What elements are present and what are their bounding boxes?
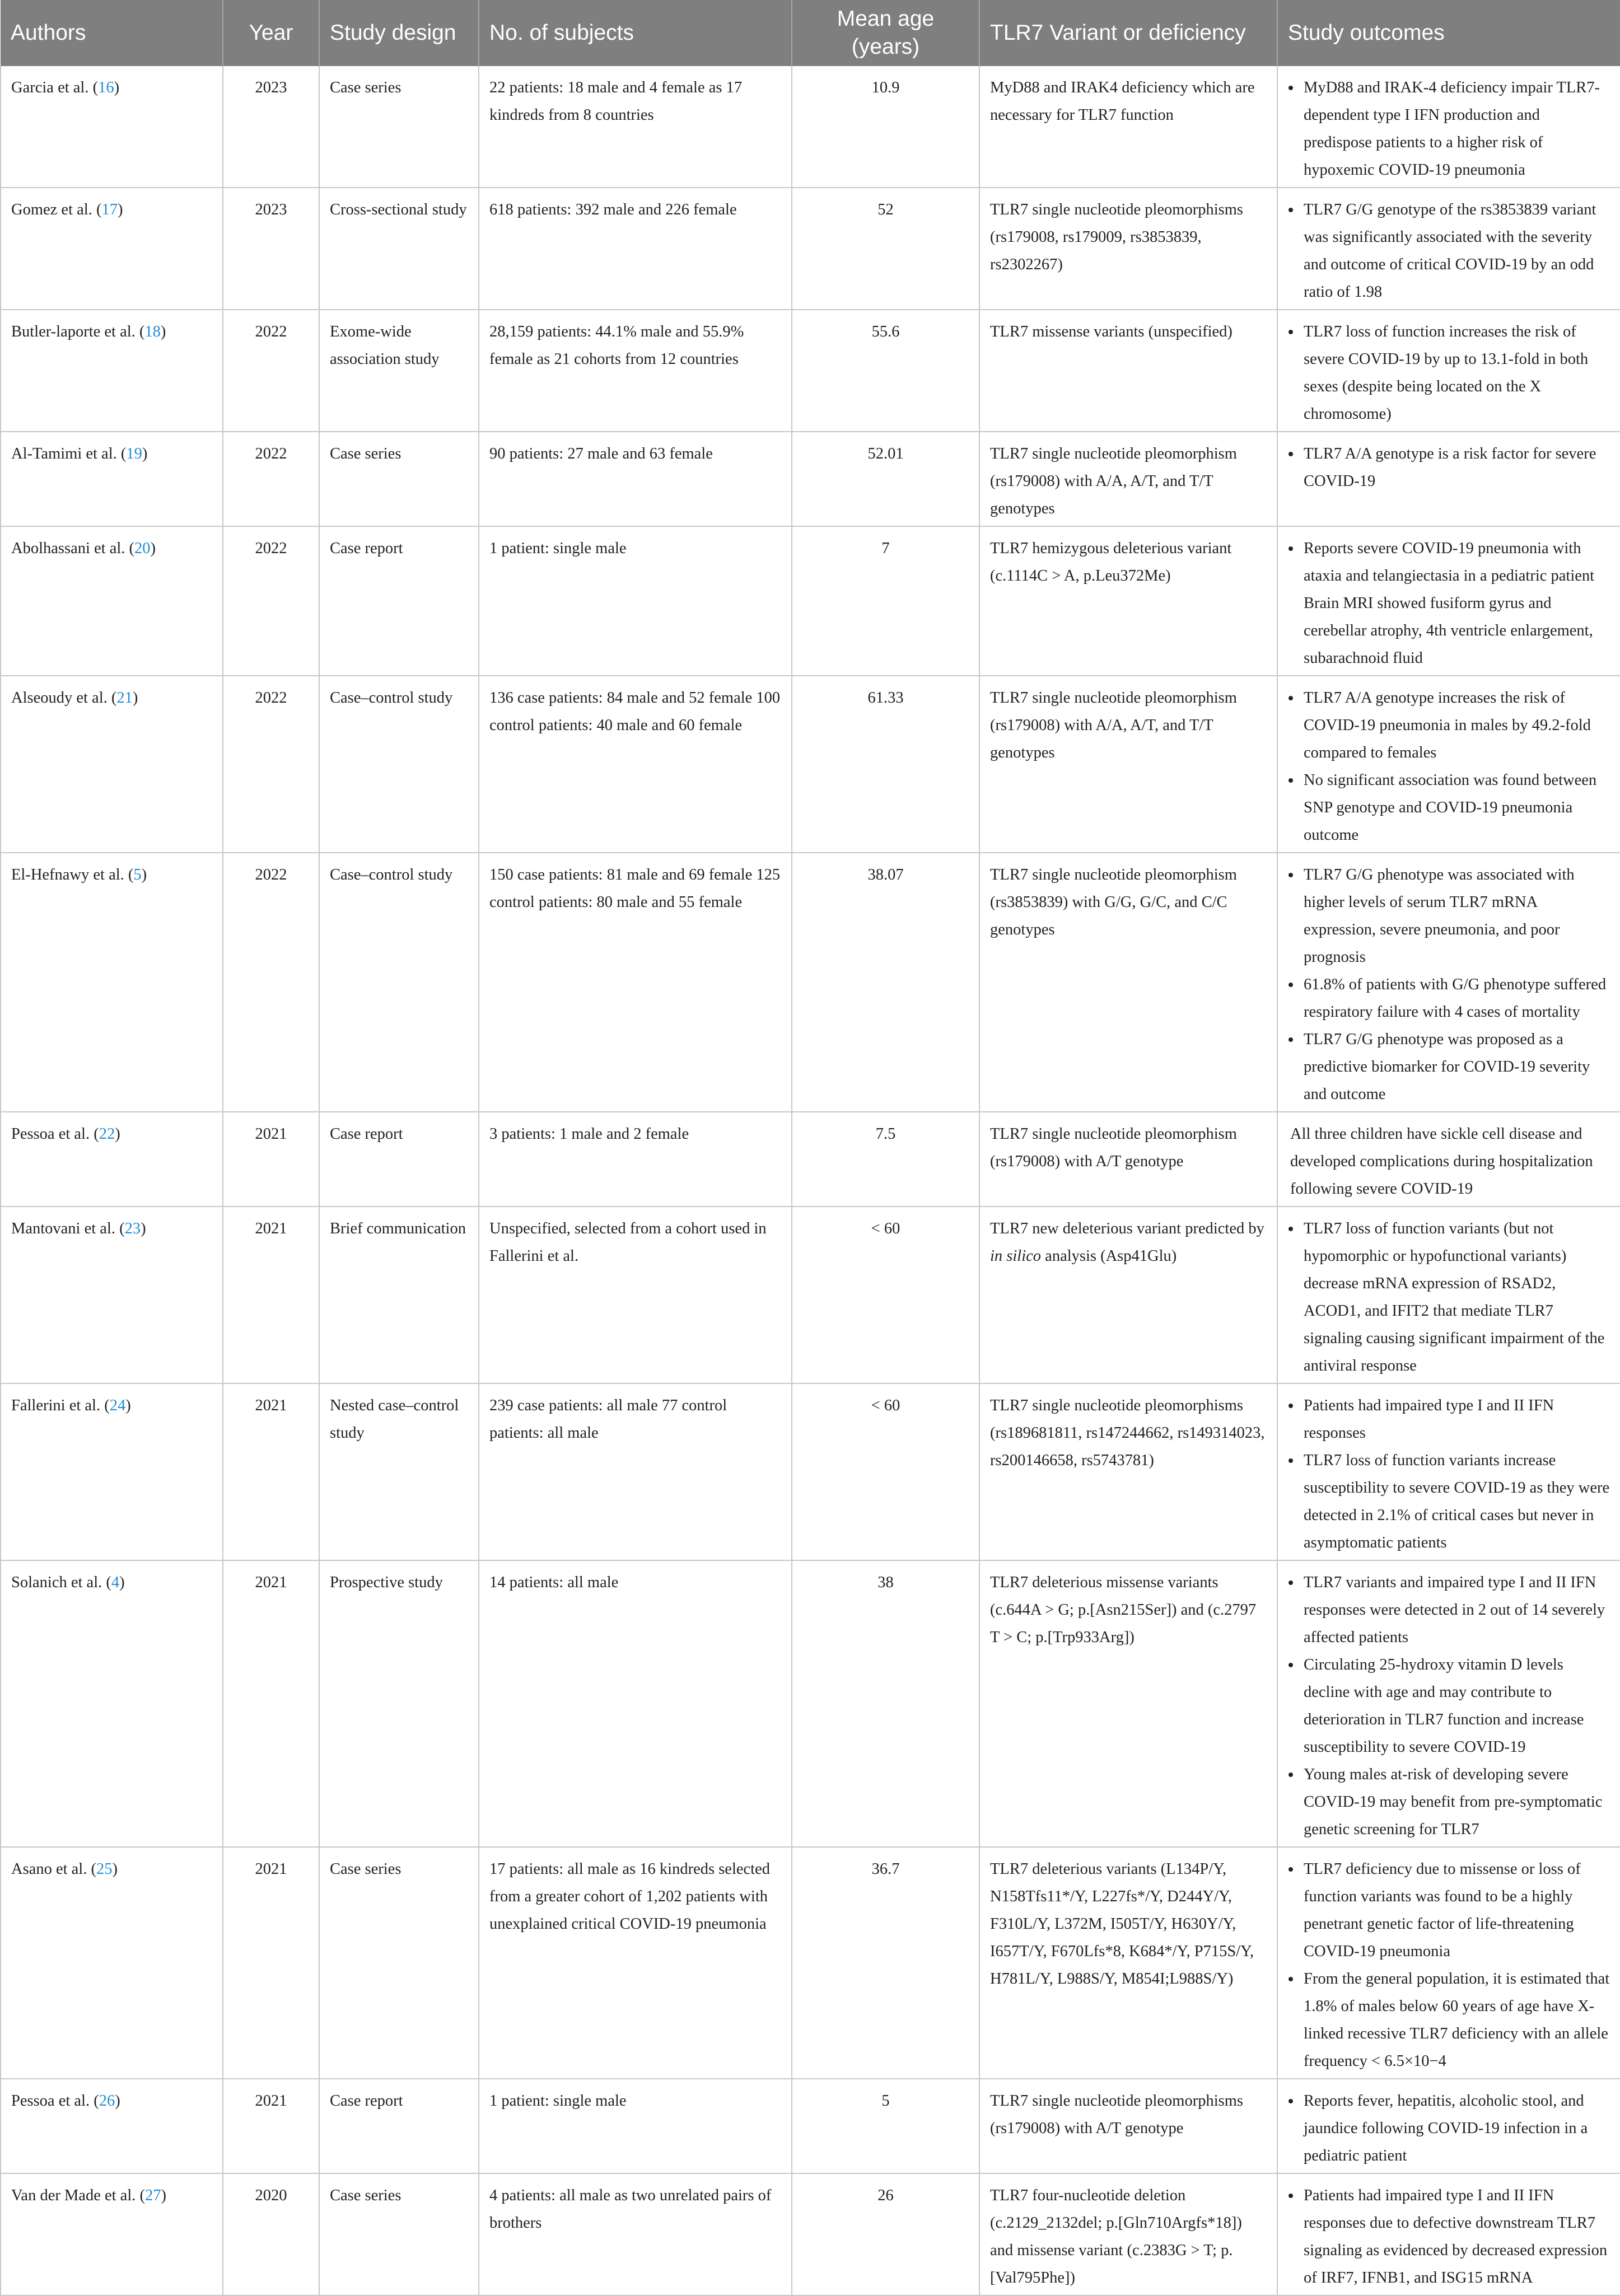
author-cell: Al-Tamimi et al. (19) xyxy=(1,432,223,526)
design-cell: Case–control study xyxy=(319,853,479,1112)
variant-cell: TLR7 missense variants (unspecified) xyxy=(979,310,1277,432)
table-row xyxy=(1,526,1620,676)
variant-cell: TLR7 single nucleotide pleomorphism (rs179008) with A/A, A/T, and T/T genotypes xyxy=(979,432,1277,526)
reference-link[interactable]: 5 xyxy=(133,866,142,883)
subjects-cell: 28,159 patients: 44.1% male and 55.9% female as 21 cohorts from 12 countries xyxy=(479,310,792,432)
author-cell: El-Hefnawy et al. (5) xyxy=(1,853,223,1112)
year-cell: 2022 xyxy=(223,526,319,676)
reference-link[interactable]: 22 xyxy=(99,1125,115,1143)
age-cell: 55.6 xyxy=(792,310,979,432)
table-row xyxy=(1,1383,1620,1560)
age-cell: 61.33 xyxy=(792,676,979,853)
header-study-design: Study design xyxy=(319,0,479,66)
variant-cell xyxy=(979,1207,1277,1383)
author-cell: Garcia et al. (16) xyxy=(1,66,223,188)
table-header xyxy=(1,0,1620,66)
outcomes-cell xyxy=(1277,853,1620,1112)
outcome-item: • TLR7 variants and impaired type I and II IFN responses were detected in 2 out of 14 severely affected patients xyxy=(1301,1569,1610,1651)
reference-link[interactable]: 21 xyxy=(116,689,133,707)
header-subjects: No. of subjects xyxy=(479,0,792,66)
author-name: Garcia et al. xyxy=(11,79,89,96)
variant-cell: MyD88 and IRAK4 deficiency which are necessary for TLR7 function xyxy=(979,66,1277,188)
outcomes-cell xyxy=(1277,66,1620,188)
reference-link[interactable]: 18 xyxy=(144,323,161,340)
outcomes-cell xyxy=(1277,526,1620,676)
outcome-item: • TLR7 loss of function increases the risk of severe COVID-19 by up to 13.1-fold in both sexes (despite being located on the X chromosome) xyxy=(1301,318,1610,428)
subjects-cell: 618 patients: 392 male and 226 female xyxy=(479,188,792,310)
reference-link[interactable]: 26 xyxy=(99,2092,115,2110)
header-outcomes: Study outcomes xyxy=(1277,0,1620,66)
design-cell: Case report xyxy=(319,2079,479,2173)
subjects-cell: 17 patients: all male as 16 kindreds selected from a greater cohort of 1,202 patients with unexplained critical COVID-19 pneumonia xyxy=(479,1847,792,2079)
design-cell: Prospective study xyxy=(319,1560,479,1847)
author-name: Mantovani et al. xyxy=(11,1220,115,1237)
subjects-cell: 1 patient: single male xyxy=(479,2079,792,2173)
year-cell: 2021 xyxy=(223,2079,319,2173)
outcomes-cell xyxy=(1277,1383,1620,1560)
reference-link[interactable]: 27 xyxy=(145,2187,161,2204)
author-cell: Pessoa et al. (22) xyxy=(1,1112,223,1207)
variant-cell: TLR7 single nucleotide pleomorphism (rs179008) with A/T genotype xyxy=(979,1112,1277,1207)
outcome-item: • TLR7 loss of function variants increase susceptibility to severe COVID-19 as they were detected in 2.1% of critical cases but never in asymptomatic patients xyxy=(1301,1447,1610,1556)
outcome-item: • TLR7 A/A genotype increases the risk of COVID-19 pneumonia in males by 49.2-fold compared to females xyxy=(1301,684,1610,766)
outcomes-cell xyxy=(1277,432,1620,526)
variant-cell: TLR7 single nucleotide pleomorphism (rs3853839) with G/G, G/C, and C/C genotypes xyxy=(979,853,1277,1112)
table-row xyxy=(1,853,1620,1112)
outcome-item: • MyD88 and IRAK-4 deficiency impair TLR7-dependent type I IFN production and predispose patients to a higher risk of hypoxemic COVID-19 pneumonia xyxy=(1301,74,1610,184)
header-row xyxy=(1,0,1620,66)
author-cell: Asano et al. (25) xyxy=(1,1847,223,2079)
outcome-item: • TLR7 loss of function variants (but not hypomorphic or hypofunctional variants) decrease mRNA expression of RSAD2, ACOD1, and IFIT2 that mediate TLR7 signaling causing significant impairment of the antiviral response xyxy=(1301,1215,1610,1380)
author-cell: Gomez et al. (17) xyxy=(1,188,223,310)
reference-link[interactable]: 16 xyxy=(98,79,114,96)
reference-link[interactable]: 24 xyxy=(109,1397,126,1414)
subjects-cell: 136 case patients: 84 male and 52 female 100 control patients: 40 male and 60 female xyxy=(479,676,792,853)
subjects-cell: 1 patient: single male xyxy=(479,526,792,676)
year-cell: 2021 xyxy=(223,1847,319,2079)
outcome-item: • Reports fever, hepatitis, alcoholic stool, and jaundice following COVID-19 infection in a pediatric patient xyxy=(1301,2087,1610,2169)
table-row xyxy=(1,310,1620,432)
outcomes-cell xyxy=(1277,1560,1620,1847)
outcome-item: • Young males at-risk of developing severe COVID-19 may benefit from pre-symptomatic genetic screening for TLR7 xyxy=(1301,1761,1610,1843)
author-name: Al-Tamimi et al. xyxy=(11,445,117,462)
design-cell: Case series xyxy=(319,432,479,526)
author-name: Pessoa et al. xyxy=(11,2092,90,2110)
age-cell: 52 xyxy=(792,188,979,310)
variant-cell: TLR7 single nucleotide pleomorphisms (rs189681811, rs147244662, rs149314023, rs200146658, rs5743781) xyxy=(979,1383,1277,1560)
author-cell: Solanich et al. (4) xyxy=(1,1560,223,1847)
age-cell: 7.5 xyxy=(792,1112,979,1207)
author-cell: Alseoudy et al. (21) xyxy=(1,676,223,853)
header-year: Year xyxy=(223,0,319,66)
year-cell: 2021 xyxy=(223,1207,319,1383)
subjects-cell: Unspecified, selected from a cohort used in Fallerini et al. xyxy=(479,1207,792,1383)
age-cell: 5 xyxy=(792,2079,979,2173)
outcome-item: • TLR7 G/G genotype of the rs3853839 variant was significantly associated with the severity and outcome of critical COVID-19 by an odd ratio of 1.98 xyxy=(1301,196,1610,306)
year-cell: 2021 xyxy=(223,1112,319,1207)
outcome-item: • No significant association was found between SNP genotype and COVID-19 pneumonia outcome xyxy=(1301,766,1610,849)
outcomes-cell xyxy=(1277,676,1620,853)
year-cell: 2022 xyxy=(223,853,319,1112)
variant-text: TLR7 new deleterious variant predicted by xyxy=(990,1220,1264,1237)
outcomes-cell xyxy=(1277,1112,1620,1207)
variant-cell: TLR7 single nucleotide pleomorphism (rs179008) with A/A, A/T, and T/T genotypes xyxy=(979,676,1277,853)
subjects-cell: 239 case patients: all male 77 control patients: all male xyxy=(479,1383,792,1560)
design-cell: Exome-wide association study xyxy=(319,310,479,432)
outcome-item: • TLR7 A/A genotype is a risk factor for severe COVID-19 xyxy=(1301,440,1610,495)
variant-cell: TLR7 single nucleotide pleomorphisms (rs179008, rs179009, rs3853839, rs2302267) xyxy=(979,188,1277,310)
age-cell: 38 xyxy=(792,1560,979,1847)
table-row xyxy=(1,66,1620,188)
design-cell: Case series xyxy=(319,66,479,188)
reference-link[interactable]: 4 xyxy=(111,1574,120,1591)
author-name: Alseoudy et al. xyxy=(11,689,108,707)
design-cell: Case report xyxy=(319,526,479,676)
header-variant: TLR7 Variant or deficiency xyxy=(979,0,1277,66)
reference-link[interactable]: 17 xyxy=(101,201,118,218)
outcomes-cell xyxy=(1277,188,1620,310)
variant-cell: TLR7 single nucleotide pleomorphisms (rs179008) with A/T genotype xyxy=(979,2079,1277,2173)
outcome-item: • Patients had impaired type I and II IFN responses due to defective downstream TLR7 signaling as evidenced by decreased expression of IRF7, IFNB1, and ISG15 mRNA xyxy=(1301,2182,1610,2292)
outcomes-cell xyxy=(1277,1207,1620,1383)
author-name: Van der Made et al. xyxy=(11,2187,136,2204)
outcomes-cell xyxy=(1277,310,1620,432)
table-row xyxy=(1,676,1620,853)
outcome-item: • TLR7 G/G phenotype was proposed as a predictive biomarker for COVID-19 severity and outcome xyxy=(1301,1026,1610,1108)
variant-italic-text: in silico xyxy=(990,1247,1042,1265)
header-mean-age: Mean age (years) xyxy=(792,0,979,66)
variant-cell: TLR7 hemizygous deleterious variant (c.1114C > A, p.Leu372Me) xyxy=(979,526,1277,676)
subjects-cell: 22 patients: 18 male and 4 female as 17 kindreds from 8 countries xyxy=(479,66,792,188)
year-cell: 2022 xyxy=(223,432,319,526)
reference-link[interactable]: 23 xyxy=(124,1220,141,1237)
age-cell: 52.01 xyxy=(792,432,979,526)
outcomes-cell xyxy=(1277,2173,1620,2295)
reference-link[interactable]: 19 xyxy=(126,445,142,462)
outcome-item: • TLR7 G/G phenotype was associated with higher levels of serum TLR7 mRNA expression, severe pneumonia, and poor prognosis xyxy=(1301,861,1610,971)
variant-cell: TLR7 deleterious missense variants (c.644A > G; p.[Asn215Ser]) and (c.2797 T > C; p.[Trp933Arg]) xyxy=(979,1560,1277,1847)
author-name: Gomez et al. xyxy=(11,201,92,218)
author-name: Pessoa et al. xyxy=(11,1125,90,1143)
table-row xyxy=(1,188,1620,310)
subjects-cell: 4 patients: all male as two unrelated pairs of brothers xyxy=(479,2173,792,2295)
subjects-cell: 90 patients: 27 male and 63 female xyxy=(479,432,792,526)
age-cell: < 60 xyxy=(792,1207,979,1383)
outcomes-cell xyxy=(1277,1847,1620,2079)
age-cell: 10.9 xyxy=(792,66,979,188)
year-cell: 2020 xyxy=(223,2173,319,2295)
table-row xyxy=(1,1207,1620,1383)
age-cell: 7 xyxy=(792,526,979,676)
year-cell: 2023 xyxy=(223,66,319,188)
design-cell: Brief communication xyxy=(319,1207,479,1383)
outcome-item: • From the general population, it is estimated that 1.8% of males below 60 years of age have X-linked recessive TLR7 deficiency with an allele frequency < 6.5×10−4 xyxy=(1301,1965,1610,2075)
author-cell: Butler-laporte et al. (18) xyxy=(1,310,223,432)
author-name: El-Hefnawy et al. xyxy=(11,866,124,883)
outcomes-cell xyxy=(1277,2079,1620,2173)
age-cell: < 60 xyxy=(792,1383,979,1560)
year-cell: 2021 xyxy=(223,1560,319,1847)
year-cell: 2023 xyxy=(223,188,319,310)
variant-text: analysis (Asp41Glu) xyxy=(1041,1247,1177,1265)
author-cell: Mantovani et al. (23) xyxy=(1,1207,223,1383)
author-cell: Van der Made et al. (27) xyxy=(1,2173,223,2295)
reference-link[interactable]: 20 xyxy=(134,540,151,557)
year-cell: 2021 xyxy=(223,1383,319,1560)
author-name: Fallerini et al. xyxy=(11,1397,101,1414)
table-row xyxy=(1,2079,1620,2173)
design-cell: Case series xyxy=(319,2173,479,2295)
variant-cell: TLR7 four-nucleotide deletion (c.2129_2132del; p.[Gln710Argfs*18]) and missense variant (c.2383G > T; p.[Val795Phe]) xyxy=(979,2173,1277,2295)
design-cell: Case–control study xyxy=(319,676,479,853)
author-name: Butler-laporte et al. xyxy=(11,323,136,340)
design-cell: Case report xyxy=(319,1112,479,1207)
age-cell: 38.07 xyxy=(792,853,979,1112)
author-cell: Pessoa et al. (26) xyxy=(1,2079,223,2173)
outcome-item: • Reports severe COVID-19 pneumonia with ataxia and telangiectasia in a pediatric patient Brain MRI showed fusiform gyrus and cerebellar atrophy, 4th ventricle enlargement, subarachnoid fluid xyxy=(1301,535,1610,672)
author-name: Solanich et al. xyxy=(11,1574,102,1591)
table-row xyxy=(1,1560,1620,1847)
table-row xyxy=(1,2173,1620,2295)
author-cell: Fallerini et al. (24) xyxy=(1,1383,223,1560)
author-name: Asano et al. xyxy=(11,1860,87,1878)
author-cell: Abolhassani et al. (20) xyxy=(1,526,223,676)
outcome-item: • Patients had impaired type I and II IFN responses xyxy=(1301,1392,1610,1447)
subjects-cell: 3 patients: 1 male and 2 female xyxy=(479,1112,792,1207)
variant-cell: TLR7 deleterious variants (L134P/Y, N158Tfs11*/Y, L227fs*/Y, D244Y/Y, F310L/Y, L372M, I505T/Y, H630Y/Y, I657T/Y, F670Lfs*8, K684*/Y, P715S/Y, H781L/Y, L988S/Y, M854I;L988S/Y) xyxy=(979,1847,1277,2079)
author-name: Abolhassani et al. xyxy=(11,540,125,557)
subjects-cell: 14 patients: all male xyxy=(479,1560,792,1847)
age-cell: 26 xyxy=(792,2173,979,2295)
outcome-item: • Circulating 25-hydroxy vitamin D levels decline with age and may contribute to deterioration in TLR7 function and increase susceptibility to severe COVID-19 xyxy=(1301,1651,1610,1761)
subjects-cell: 150 case patients: 81 male and 69 female 125 control patients: 80 male and 55 female xyxy=(479,853,792,1112)
header-authors: Authors xyxy=(1,0,223,66)
design-cell: Cross-sectional study xyxy=(319,188,479,310)
age-cell: 36.7 xyxy=(792,1847,979,2079)
outcome-item: All three children have sickle cell disease and developed complications during hospitalization following severe COVID-19 xyxy=(1290,1125,1593,1198)
design-cell: Case series xyxy=(319,1847,479,2079)
year-cell: 2022 xyxy=(223,676,319,853)
design-cell: Nested case–control study xyxy=(319,1383,479,1560)
outcome-item: • 61.8% of patients with G/G phenotype suffered respiratory failure with 4 cases of mortality xyxy=(1301,971,1610,1026)
outcome-item: • TLR7 deficiency due to missense or loss of function variants was found to be a highly penetrant genetic factor of life-threatening COVID-19 pneumonia xyxy=(1301,1855,1610,1965)
table-row xyxy=(1,1847,1620,2079)
table-row xyxy=(1,1112,1620,1207)
reference-link[interactable]: 25 xyxy=(96,1860,113,1878)
year-cell: 2022 xyxy=(223,310,319,432)
table-row xyxy=(1,432,1620,526)
